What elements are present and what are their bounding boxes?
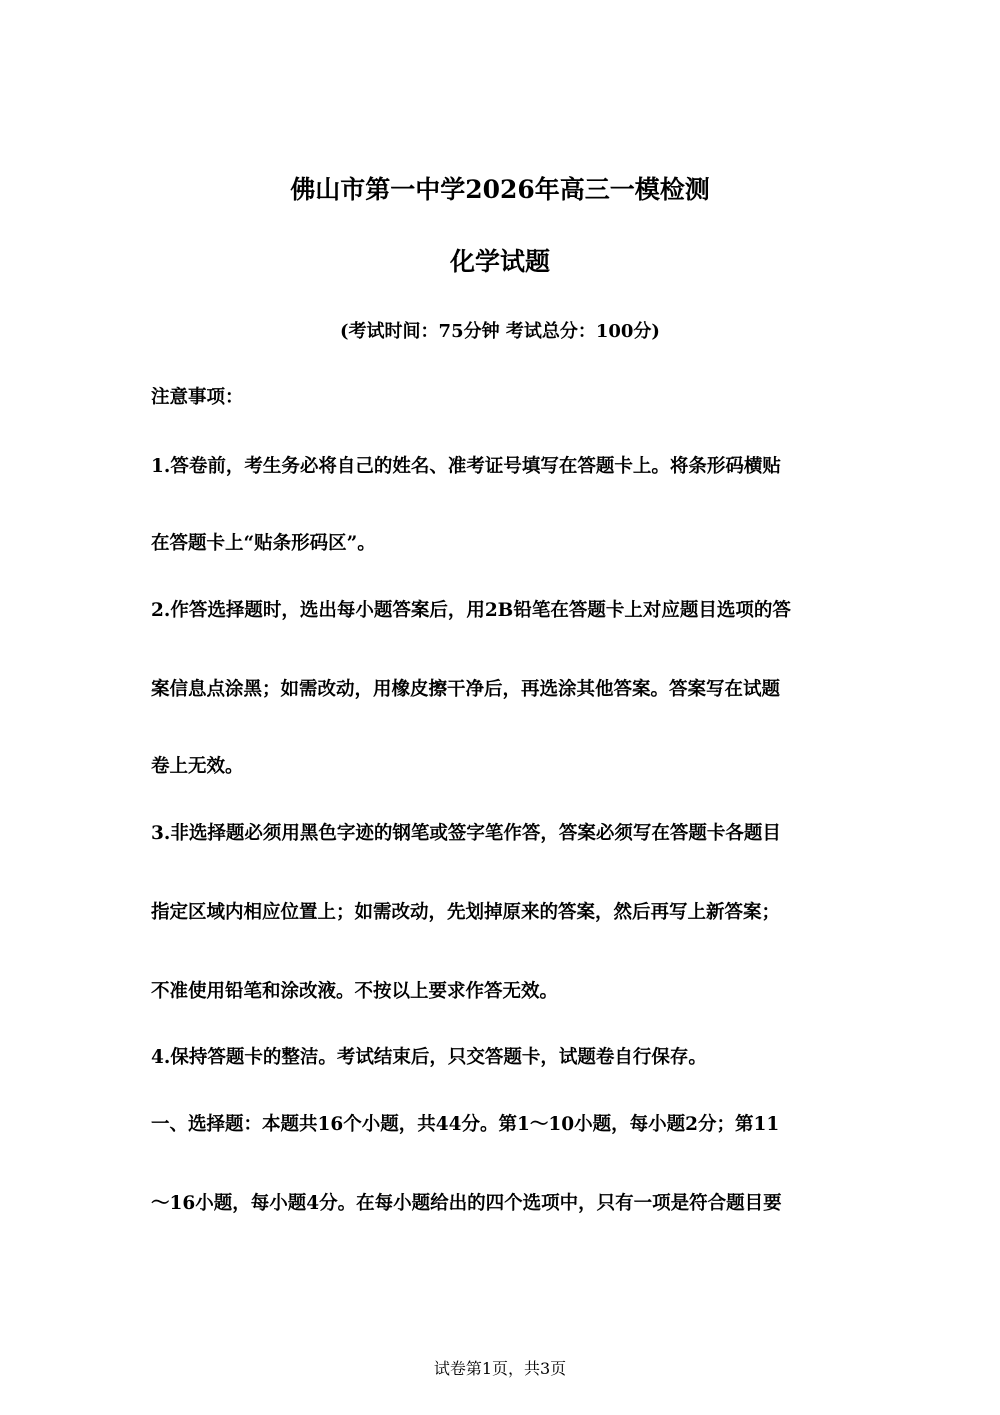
notice-line: 2.作答选择题时，选出每小题答案后，用2B铅笔在答题卡上对应题目选项的答: [151, 600, 791, 621]
notice-line: 4.保持答题卡的整洁。考试结束后，只交答题卡，试题卷自行保存。: [151, 1047, 707, 1068]
notice-line: 案信息点涂黑；如需改动，用橡皮擦干净后，再选涂其他答案。答案写在试题: [151, 679, 781, 700]
exam-school-title: 佛山市第一中学2026年高三一模检测: [290, 175, 710, 204]
notice-line: 3.非选择题必须用黑色字迹的钢笔或签字笔作答，答案必须写在答题卡各题目: [151, 823, 781, 844]
notice-line: 1.答卷前，考生务必将自己的姓名、准考证号填写在答题卡上。将条形码横贴: [151, 456, 781, 477]
notice-line: 卷上无效。: [151, 756, 244, 777]
notice-line: 指定区域内相应位置上；如需改动，先划掉原来的答案，然后再写上新答案；: [151, 902, 781, 923]
notice-line: 在答题卡上“贴条形码区”。: [151, 533, 376, 554]
notice-heading: 注意事项：: [151, 387, 244, 408]
notice-line: 不准使用铅笔和涂改液。不按以上要求作答无效。: [151, 981, 559, 1002]
exam-info: (考试时间：75分钟 考试总分：100分): [340, 321, 660, 342]
exam-subject-title: 化学试题: [449, 247, 550, 276]
section-intro-line: 一、选择题：本题共16个小题，共44分。第1～10小题，每小题2分；第11: [151, 1114, 780, 1135]
section-intro-line: ～16小题，每小题4分。在每小题给出的四个选项中，只有一项是符合题目要: [151, 1193, 782, 1214]
page-number-footer: 试卷第1页，共3页: [433, 1359, 567, 1378]
